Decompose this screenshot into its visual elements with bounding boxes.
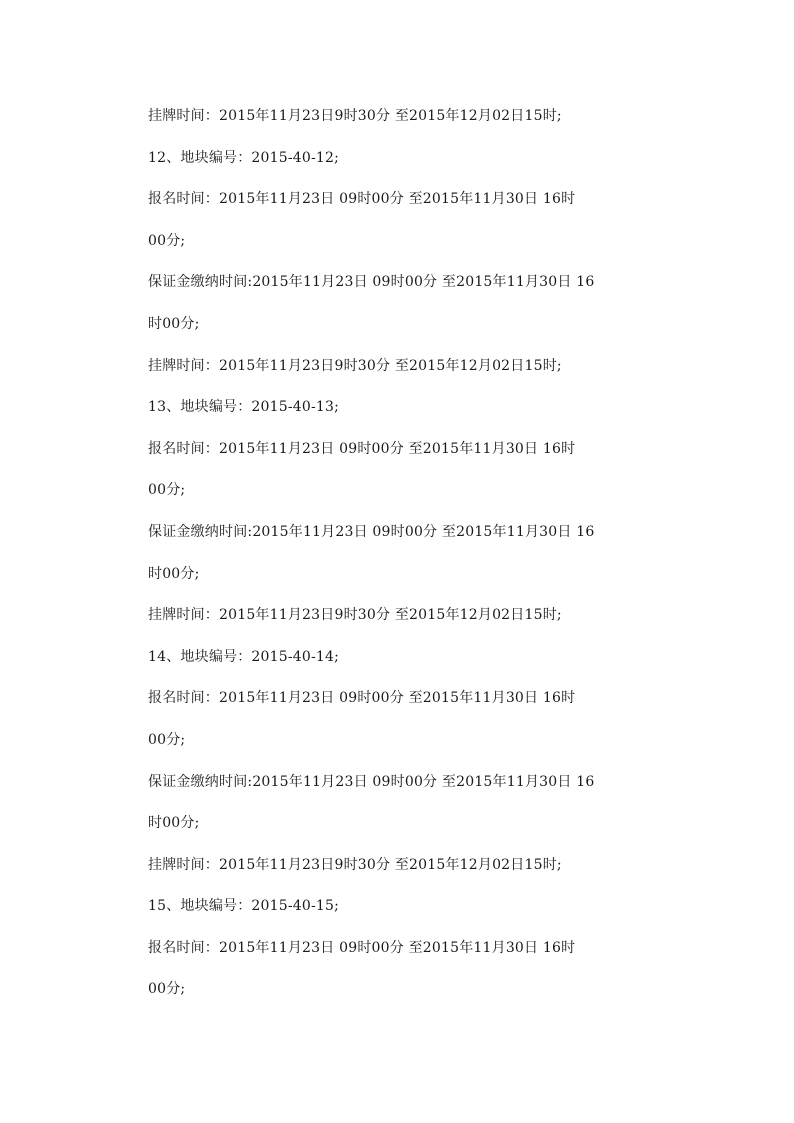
listing-time-line: 挂牌时间：2015年11月23日9时30分 至2015年12月02日15时;	[148, 108, 562, 124]
parcel-number-line: 15、地块编号：2015-40-15;	[148, 898, 340, 915]
registration-time-line-cont: 00分;	[148, 482, 186, 499]
listing-time-line: 挂牌时间：2015年11月23日9时30分 至2015年12月02日15时;	[148, 856, 562, 873]
deposit-time-line: 保证金缴纳时间:2015年11月23日 09时00分 至2015年11月30日 16	[148, 523, 595, 540]
deposit-time-line-cont: 时00分;	[148, 315, 200, 332]
deposit-time-line: 保证金缴纳时间:2015年11月23日 09时00分 至2015年11月30日 16	[148, 773, 595, 790]
registration-time-line-cont: 00分;	[148, 232, 186, 249]
parcel-number-line: 13、地块编号：2015-40-13;	[148, 399, 340, 416]
registration-time-line-cont: 00分;	[148, 981, 186, 998]
registration-time-line: 报名时间：2015年11月23日 09时00分 至2015年11月30日 16时	[148, 191, 576, 208]
deposit-time-line-cont: 时00分;	[148, 815, 200, 832]
registration-time-line: 报名时间：2015年11月23日 09时00分 至2015年11月30日 16时	[148, 939, 576, 956]
registration-time-line: 报名时间：2015年11月23日 09时00分 至2015年11月30日 16时	[148, 690, 576, 707]
listing-time-line: 挂牌时间：2015年11月23日9时30分 至2015年12月02日15时;	[148, 357, 562, 374]
deposit-time-line-cont: 时00分;	[148, 565, 200, 582]
document-page	[148, 103, 668, 1018]
parcel-number-line: 14、地块编号：2015-40-14;	[148, 648, 340, 665]
registration-time-line-cont: 00分;	[148, 731, 186, 748]
deposit-time-line: 保证金缴纳时间:2015年11月23日 09时00分 至2015年11月30日 16	[148, 274, 595, 291]
registration-time-line: 报名时间：2015年11月23日 09时00分 至2015年11月30日 16时	[148, 440, 576, 457]
listing-time-line: 挂牌时间：2015年11月23日9时30分 至2015年12月02日15时;	[148, 607, 562, 624]
parcel-number-line: 12、地块编号：2015-40-12;	[148, 149, 340, 166]
